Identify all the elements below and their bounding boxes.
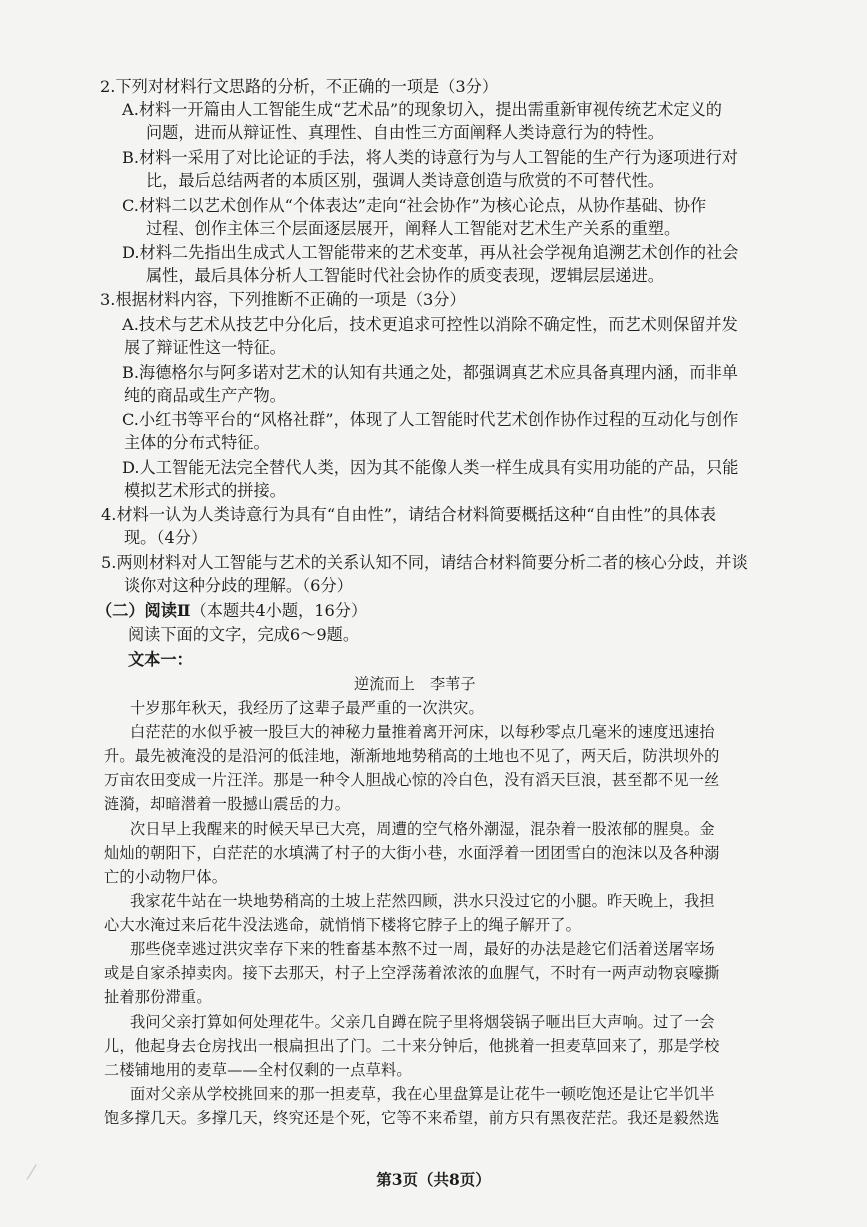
q2-option-c: C.材料二以艺术创作从“个体表达”走向“社会协作”为核心论点，从协作基础、协作 (122, 196, 707, 215)
story-line: 饱多撑几天。多撑几天，终究还是个死，它等不来希望，前方只有黑夜茫茫。我还是毅然选 (104, 1109, 720, 1127)
story-line: 心大水淹过来后花牛没法逃命，就悄悄下楼将它脖子上的绳子解开了。 (104, 916, 582, 934)
story-line: 灿灿的朝阳下，白茫茫的水填满了村子的大街小巷，水面浮着一团团雪白的泡沫以及各种溺 (104, 844, 720, 862)
story-line: 涟漪，却暗潜着一股撼山震岳的力。 (104, 795, 351, 813)
q2-option-b-cont: 比，最后总结两者的本质区别，强调人类诗意创造与欣赏的不可替代性。 (146, 171, 664, 190)
q2-option-a-cont: 问题，进而从辩证性、真理性、自由性三方面阐释人类诗意行为的特性。 (146, 123, 664, 142)
section-heading-bold: （二）阅读Ⅱ (96, 601, 191, 620)
q3-option-a-cont: 展了辩证性这一特征。 (124, 338, 286, 357)
q3-stem: 3.根据材料内容，下列推断不正确的一项是（3分） (100, 290, 466, 309)
q3-option-c: C.小红书等平台的“风格社群”，体现了人工智能时代艺术创作协作过程的互动化与创作 (122, 410, 739, 429)
q2-stem: 2.下列对材料行文思路的分析，不正确的一项是（3分） (100, 77, 499, 96)
q4-stem-cont: 现。（4分） (124, 528, 208, 547)
story-line: 次日早上我醒来的时候天早已大亮，周遭的空气格外潮湿，混杂着一股浓郁的腥臭。金 (130, 820, 715, 838)
section-heading (96, 600, 367, 622)
story-line: 我家花牛站在一块地势稍高的土坡上茫然四顾，洪水只没过它的小腿。昨天晚上，我担 (130, 892, 715, 910)
story-line: 或是自家杀掉卖肉。接下去那天，村子上空浮荡着浓浓的血腥气，不时有一两声动物哀嚎撕 (104, 964, 720, 982)
section-instruction: 阅读下面的文字，完成6～9题。 (128, 625, 360, 644)
story-line: 二楼铺地用的麦草——全村仅剩的一点草料。 (104, 1061, 412, 1079)
q5-stem-cont: 谈你对这种分歧的理解。（6分） (124, 576, 353, 595)
q5-stem: 5.两则材料对人工智能与艺术的关系认知不同，请结合材料简要分析二者的核心分歧，并谈 (101, 553, 748, 572)
story-line: 扯着那份滞重。 (104, 988, 212, 1006)
q2-option-c-cont: 过程、创作主体三个层面逐层展开，阐释人工智能对艺术生产关系的重塑。 (146, 219, 681, 238)
q3-option-b-cont: 纯的商品或生产产物。 (124, 386, 286, 405)
q2-option-d-cont: 属性，最后具体分析人工智能时代社会协作的质变表现，逻辑层层递进。 (146, 266, 664, 285)
story-line: 我问父亲打算如何处理花牛。父亲几自蹲在院子里将烟袋锅子咂出巨大声响。过了一会 (130, 1013, 715, 1031)
q3-option-c-cont: 主体的分布式特征。 (124, 433, 270, 452)
story-line: 亡的小动物尸体。 (104, 868, 228, 886)
q3-option-b: B.海德格尔与阿多诺对艺术的认知有共通之处，都强调真艺术应具备真理内涵，而非单 (122, 363, 738, 382)
q2-option-d: D.材料二先指出生成式人工智能带来的艺术变革，再从社会学视角追溯艺术创作的社会 (122, 243, 739, 262)
q2-option-b: B.材料一采用了对比论证的手法，将人类的诗意行为与人工智能的生产行为逐项进行对 (122, 148, 738, 167)
text-label: 文本一： (128, 650, 193, 669)
story-line: 面对父亲从学校挑回来的那一担麦草，我在心里盘算是让花牛一顿吃饱还是让它半饥半 (130, 1085, 715, 1103)
story-line: 十岁那年秋天，我经历了这辈子最严重的一次洪灾。 (130, 699, 484, 717)
story-line: 白茫茫的水似乎被一股巨大的神秘力量推着离开河床，以每秒零点几毫米的速度迅速抬 (130, 723, 715, 741)
scan-mark: ⁄ (30, 1160, 34, 1184)
story-line: 那些侥幸逃过洪灾幸存下来的牲畜基本熬不过一周，最好的办法是趁它们活着送屠宰场 (130, 940, 715, 958)
q3-option-d: D.人工智能无法完全替代人类，因为其不能像人类一样生成具有实用功能的产品，只能 (122, 458, 739, 477)
q4-stem: 4.材料一认为人类诗意行为具有“自由性”，请结合材料简要概括这种“自由性”的具体表 (101, 505, 717, 524)
q3-option-d-cont: 模拟艺术形式的拼接。 (124, 481, 286, 500)
section-heading-rest: （本题共4小题，16分） (190, 601, 368, 620)
story-line: 儿，他起身去仓房找出一根扁担出了门。二十来分钟后，他挑着一担麦草回来了，那是学校 (104, 1037, 720, 1055)
story-title: 逆流而上 李苇子 (354, 675, 476, 693)
q3-option-a: A.技术与艺术从技艺中分化后，技术更追求可控性以消除不确定性，而艺术则保留并发 (122, 315, 738, 334)
page-number: 第3页（共8页） (376, 1170, 491, 1189)
q2-option-a: A.材料一开篇由人工智能生成“艺术品”的现象切入，提出需重新审视传统艺术定义的 (122, 100, 722, 119)
story-line: 升。最先被淹没的是沿河的低洼地，渐渐地地势稍高的土地也不见了，两天后，防洪坝外的 (104, 747, 720, 765)
story-line: 万亩农田变成一片汪洋。那是一种令人胆战心惊的冷白色，没有滔天巨浪，甚至都不见一丝 (104, 771, 720, 789)
